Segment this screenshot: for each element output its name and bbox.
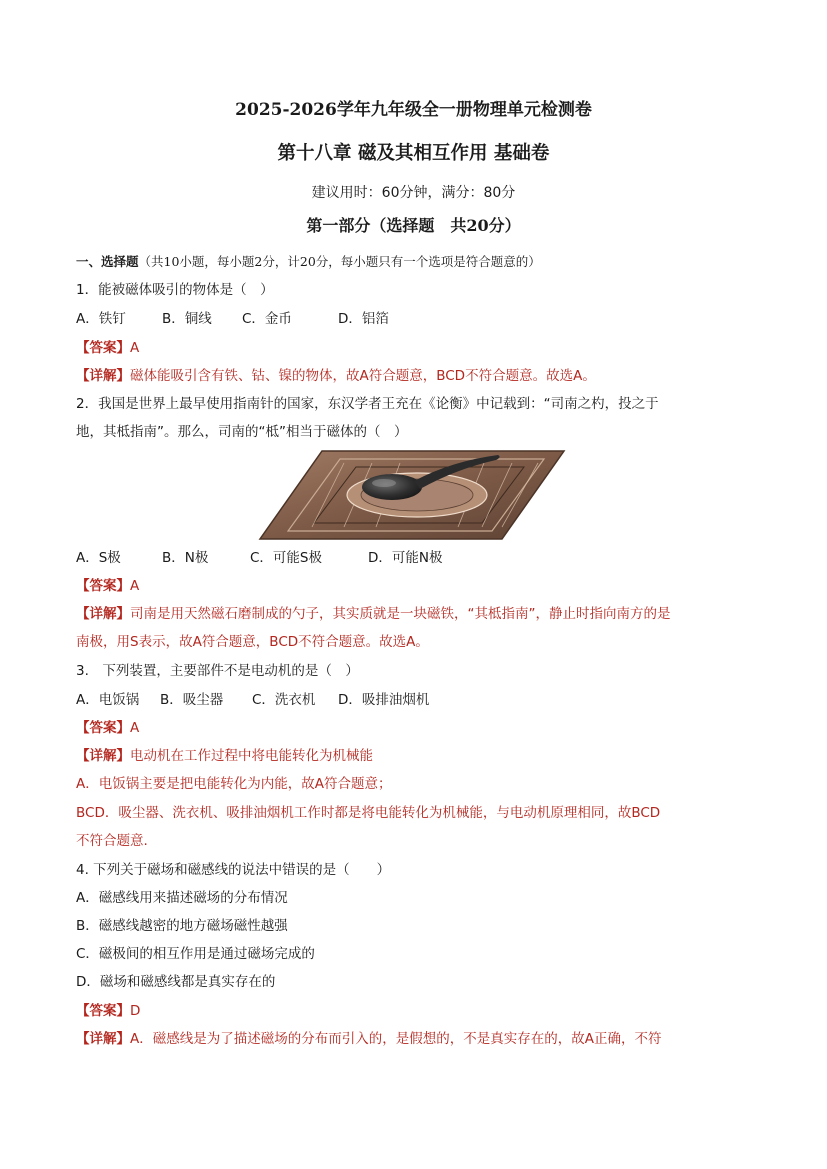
q2-detail-text-1: 司南是用天然磁石磨制成的勺子，其实质就是一块磁铁，“其柢指南”，静止时指向南方的是 [130, 606, 671, 622]
q3-answer [76, 718, 751, 738]
q1-option-d: D．铝箔 [338, 311, 389, 327]
answer-tag: 【答案】 [76, 720, 130, 736]
q3-detail-bcd-line2: 不符合题意. [76, 833, 148, 849]
q4-detail-text: A．磁感线是为了描述磁场的分布而引入的，是假想的，不是真实存在的，故A正确，不符 [130, 1031, 662, 1047]
exam-title: 2025-2026学年九年级全一册物理单元检测卷 [235, 100, 592, 120]
q3-option-c: C．洗衣机 [252, 692, 316, 708]
q2-answer-value: A [130, 578, 140, 594]
q1-options [76, 309, 751, 329]
q2-option-c: C．可能S极 [250, 550, 322, 566]
q1-option-c: C．金币 [242, 311, 292, 327]
q4-option-c: C．磁极间的相互作用是通过磁场完成的 [76, 946, 315, 962]
sinan-compass-image [252, 447, 572, 547]
q4-option-d: D．磁场和磁感线都是真实存在的 [76, 974, 276, 990]
q1-detail-text: 磁体能吸引含有铁、钴、镍的物体，故A符合题意，BCD不符合题意。故选A。 [130, 368, 596, 384]
detail-tag: 【详解】 [76, 748, 130, 764]
q3-answer-value: A [130, 720, 140, 736]
q3-option-b: B．吸尘器 [160, 692, 224, 708]
q2-option-d: D．可能N极 [368, 550, 443, 566]
q1-answer [76, 338, 751, 358]
q4-option-b: B．磁感线越密的地方磁场磁性越强 [76, 918, 288, 934]
section-heading [76, 252, 751, 272]
q2-stem-line1: 2．我国是世界上最早使用指南针的国家，东汉学者王充在《论衡》中记载到：“司南之杓，投之于 [76, 396, 659, 412]
q1-detail [76, 366, 751, 386]
answer-tag: 【答案】 [76, 1003, 130, 1019]
detail-tag: 【详解】 [76, 368, 130, 384]
q2-detail-line2: 南极，用S表示，故A符合题意，BCD不符合题意。故选A。 [76, 634, 429, 650]
q3-option-a: A．电饭锅 [76, 692, 140, 708]
q1-answer-value: A [130, 340, 140, 356]
q4-answer [76, 1001, 751, 1021]
part-title: 第一部分（选择题 共20分） [306, 216, 521, 235]
detail-tag: 【详解】 [76, 1031, 130, 1047]
q3-detail-text: 电动机在工作过程中将电能转化为机械能 [130, 748, 373, 764]
q2-option-a: A．S极 [76, 550, 121, 566]
q3-options [76, 690, 751, 710]
q2-stem-line2: 地，其柢指南”。那么，司南的“柢”相当于磁体的（ ） [76, 424, 408, 440]
q2-option-b: B．N极 [162, 550, 209, 566]
answer-tag: 【答案】 [76, 578, 130, 594]
q4-answer-value: D [130, 1003, 141, 1019]
q1-option-b: B．铜线 [162, 311, 212, 327]
q4-detail [76, 1029, 751, 1049]
q3-stem: 3. 下列装置，主要部件不是电动机的是（ ） [76, 663, 359, 679]
q3-detail [76, 746, 751, 766]
q1-stem: 1．能被磁体吸引的物体是（ ） [76, 282, 274, 298]
q3-option-d: D．吸排油烟机 [338, 692, 430, 708]
time-info: 建议用时：60分钟，满分：80分 [311, 185, 516, 201]
answer-tag: 【答案】 [76, 340, 130, 356]
chapter-title: 第十八章 磁及其相互作用 基础卷 [277, 143, 550, 164]
q2-answer [76, 576, 751, 596]
q1-option-a: A．铁钉 [76, 311, 126, 327]
section-label: 一、选择题 [76, 254, 139, 269]
q3-detail-bcd-line1: BCD．吸尘器、洗衣机、吸排油烟机工作时都是将电能转化为机械能，与电动机原理相同，故BCD [76, 805, 661, 821]
section-note: （共10小题，每小题2分，计20分，每小题只有一个选项是符合题意的） [138, 254, 541, 269]
q4-option-a: A．磁感线用来描述磁场的分布情况 [76, 890, 288, 906]
q4-stem: 4. 下列关于磁场和磁感线的说法中错误的是（ ） [76, 862, 391, 878]
q3-detail-a: A．电饭锅主要是把电能转化为内能，故A符合题意； [76, 776, 392, 792]
q2-detail-line1 [76, 604, 751, 624]
detail-tag: 【详解】 [76, 606, 130, 622]
q2-options [76, 548, 751, 568]
